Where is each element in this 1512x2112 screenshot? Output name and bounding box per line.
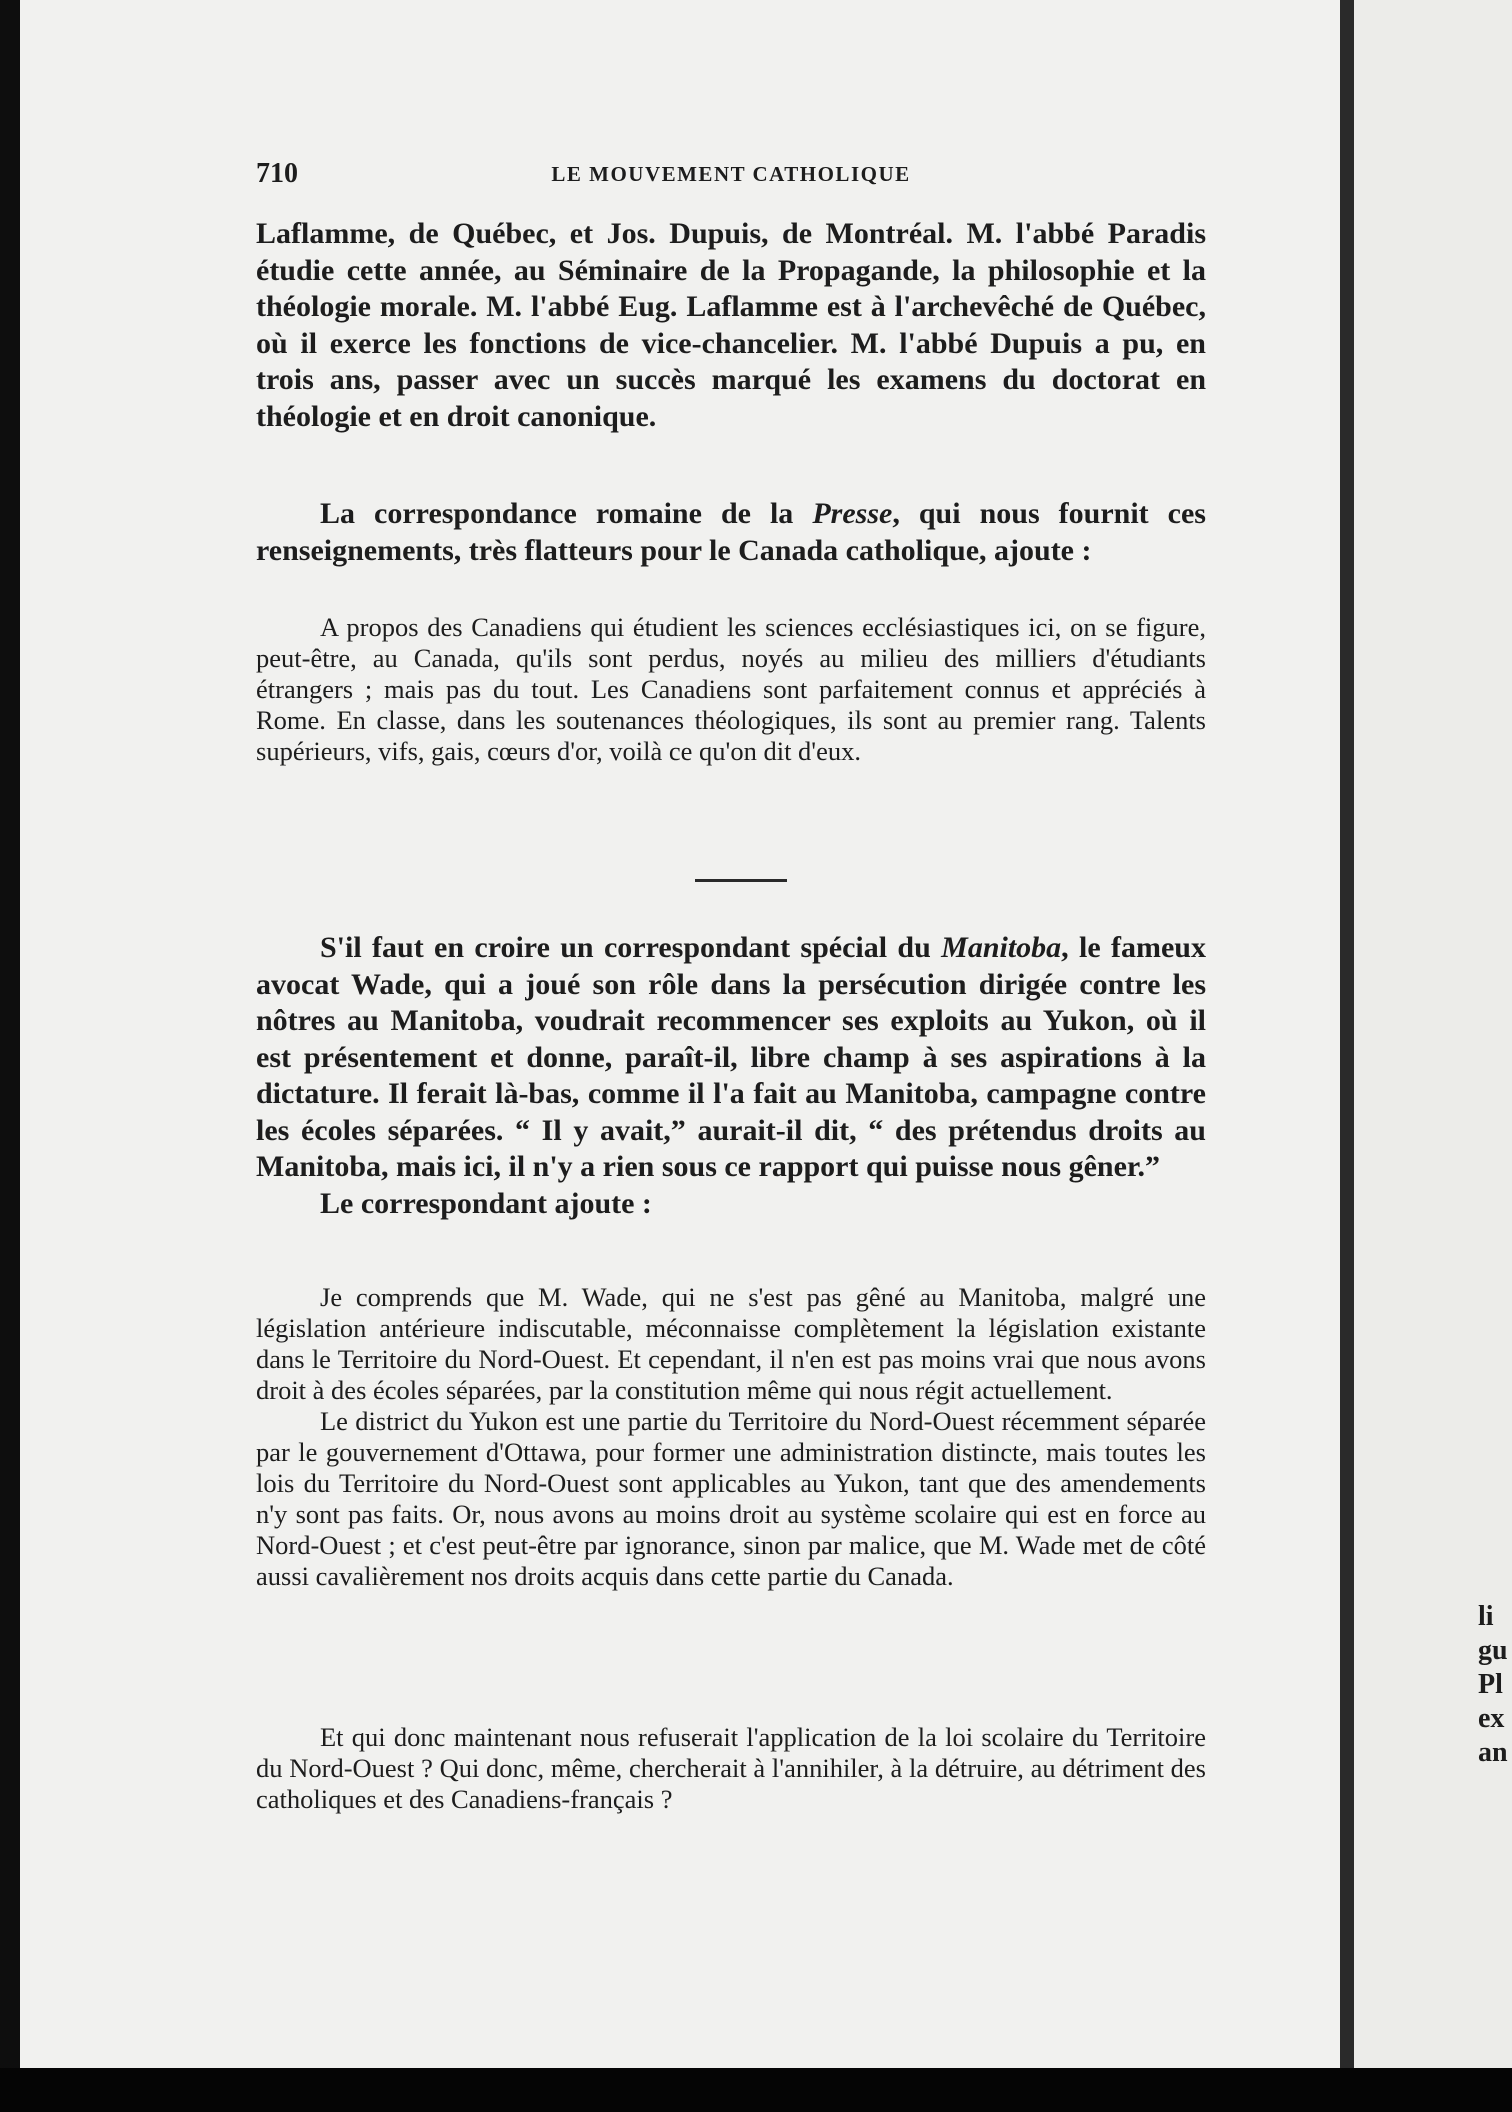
paragraph-3: [256, 930, 1206, 1222]
text-run: La correspondance romaine de la: [320, 497, 813, 530]
adjacent-line: Pl: [1478, 1669, 1503, 1700]
adjacent-line: an: [1478, 1737, 1508, 1768]
section-separator: [695, 879, 787, 882]
paragraph-text: [256, 496, 1206, 569]
quotation-text: Le district du Yukon est une partie du Territoire du Nord-Ouest récemment séparée par le gouvernement d'Ottawa, pour former une administration distincte, mais toutes les lois du Territoire du Nord-Ouest sont applicables au Yukon, tant que des amendements n'y sont pas faits. Or, nous avons au moins droit au système scolaire qui est en force au Nord-Ouest ; et c'est peut-être par ignorance, sinon par malice, que M. Wade met de côté aussi cavalièrement nos droits acquis dans cette partie du Canada.: [256, 1406, 1206, 1591]
italic-title: Presse: [812, 497, 893, 530]
paragraph-text: [256, 930, 1206, 1186]
quotation-3: [256, 1722, 1206, 1815]
adjacent-line: ex: [1478, 1703, 1505, 1734]
quotation-2: [256, 1282, 1206, 1592]
paragraph-1: [256, 216, 1206, 435]
quotation-text: Je comprends que M. Wade, qui ne s'est pas gêné au Manitoba, malgré une législation antérieure indiscutable, méconnaisse complètement la législation existante dans le Territoire du Nord-Ouest. Et cependant, il n'en est pas moins vrai que nous avons droit à des écoles séparées, par la constitution même qui nous régit actuellement.: [256, 1282, 1206, 1405]
text-run: , qui nous fournit ces renseignements, très flatteurs pour le Canada catholique, ajoute :: [256, 497, 1206, 567]
page-header: [256, 158, 1206, 198]
scan-border: [0, 2068, 1512, 2112]
quotation-text: A propos des Canadiens qui étudient les sciences ecclésiastiques ici, on se figure, peut-être, au Canada, qu'ils sont perdus, noyés au milieu des milliers d'étudiants étrangers ; mais pas du tout. Les Canadiens sont parfaitement connus et appréciés à Rome. En classe, dans les soutenances théologiques, ils sont au premier rang. Talents supérieurs, vifs, gais, cœurs d'or, voilà ce qu'on dit d'eux.: [256, 612, 1206, 766]
italic-title: Manitoba: [941, 931, 1062, 964]
paragraph-text: Laflamme, de Québec, et Jos. Dupuis, de Montréal. M. l'abbé Paradis étudie cette année, au Séminaire de la Propagande, la philosophie et la théologie morale. M. l'abbé Eug. Laflamme est à l'archevêché de Québec, où il exerce les fonctions de vice-chancelier. M. l'abbé Dupuis a pu, en trois ans, passer avec un succès marqué les examens du doctorat en théologie et en droit canonique.: [256, 217, 1206, 433]
adjacent-line: li: [1478, 1601, 1494, 1632]
adjacent-page-text: [1478, 1600, 1512, 1770]
paragraph-text: Le correspondant ajoute :: [320, 1186, 652, 1220]
quotation-1: [256, 612, 1206, 767]
page-fold: [1340, 0, 1354, 2068]
paragraph-2: [256, 496, 1206, 569]
text-run: S'il faut en croire un correspondant spécial du: [320, 931, 942, 964]
page-number: 710: [256, 158, 298, 189]
running-head: LE MOUVEMENT CATHOLIQUE: [551, 162, 911, 186]
adjacent-line: gu: [1478, 1635, 1508, 1666]
quotation-text: Et qui donc maintenant nous refuserait l'application de la loi scolaire du Territoire du Nord-Ouest ? Qui donc, même, chercherait à l'annihiler, à la détruire, au détriment des catholiques et des Canadiens-français ?: [256, 1722, 1206, 1814]
text-run: , le fameux avocat Wade, qui a joué son rôle dans la persécution dirigée contre les nôtres au Manitoba, voudrait recommencer ses exploits au Yukon, où il est présentement et donne, paraît-il, libre champ à ses aspirations à la dictature. Il ferait là-bas, comme il l'a fait au Manitoba, campagne contre les écoles séparées. “ Il y avait,” aurait-il dit, “ des prétendus droits au Manitoba, mais ici, il n'y a rien sous ce rapport qui puisse nous gêner.”: [256, 931, 1206, 1183]
